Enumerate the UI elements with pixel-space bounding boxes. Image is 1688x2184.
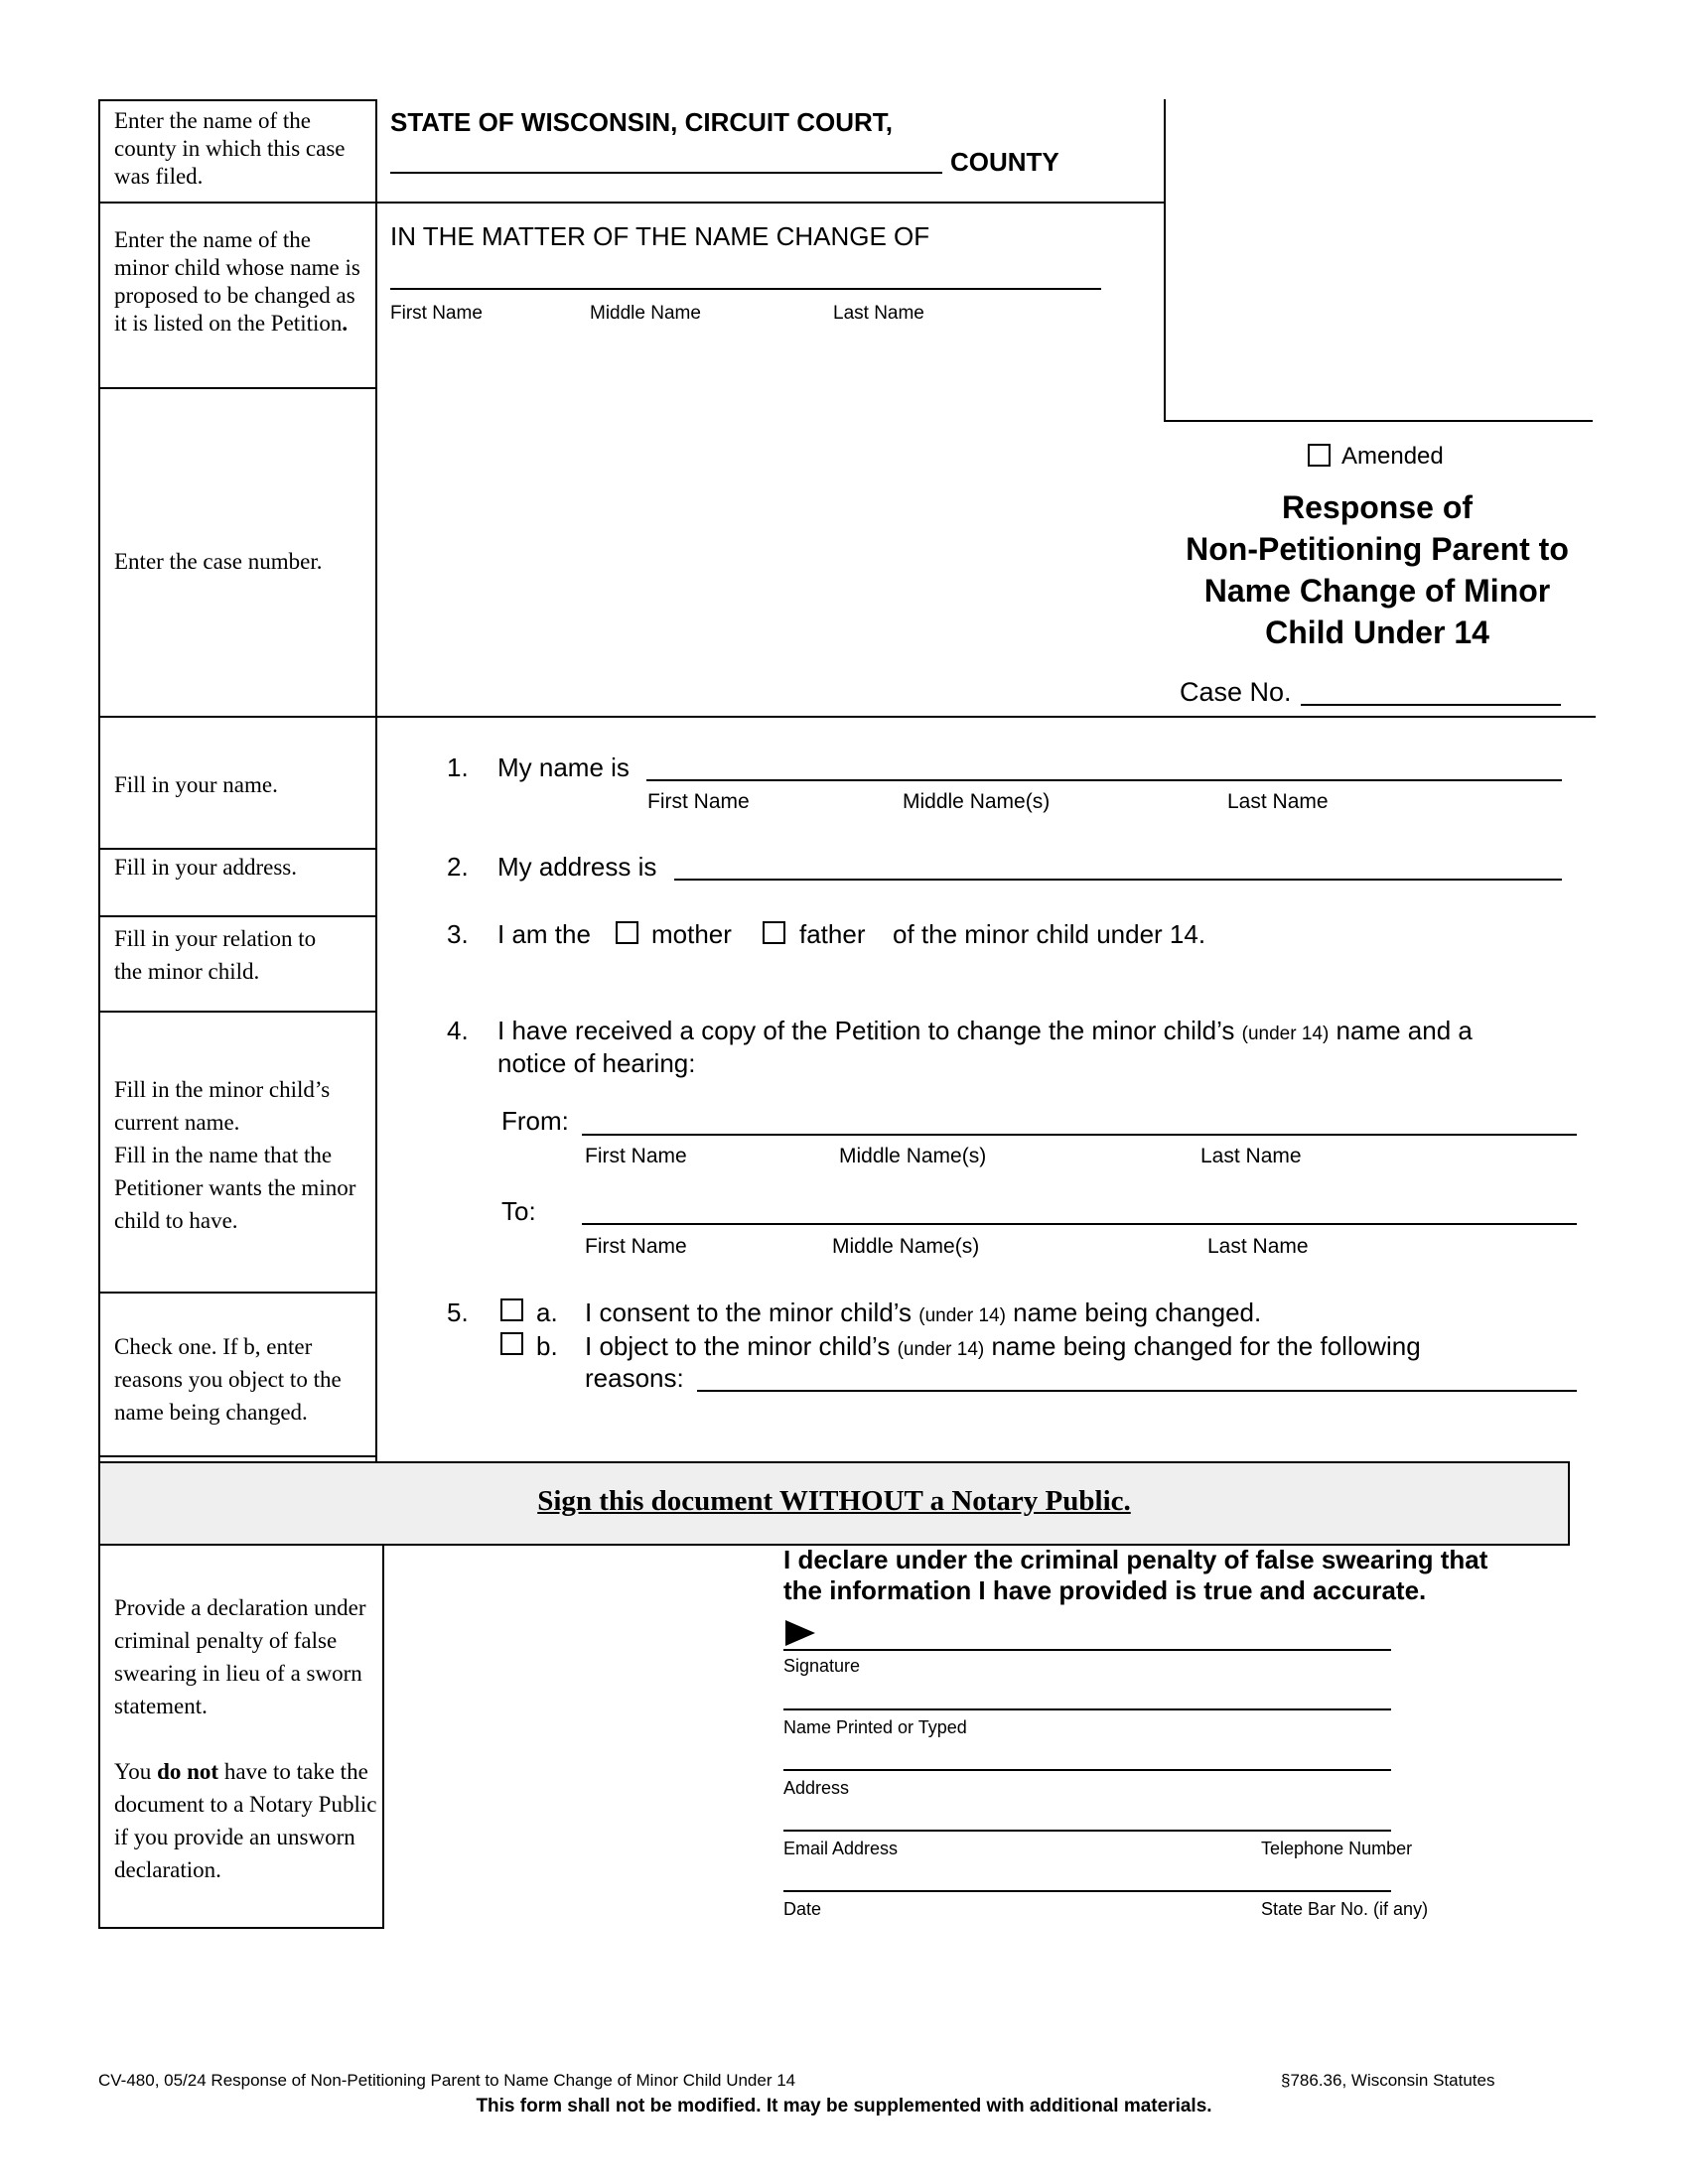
option-a-label: a. [536,1297,558,1327]
my-address-field[interactable] [674,879,1562,881]
middle-name-label: Middle Name(s) [903,790,1051,813]
sidebar-minor-name-text: Enter the name of the minor child whose name is proposed to be changed as it is listed on the Petition [114,227,360,336]
notary-note-text: have to take the document to a Notary Public if you provide an unsworn declaration. [114,1759,377,1882]
to-name-field[interactable] [582,1223,1577,1225]
notary-banner-text: Sign this document WITHOUT a Notary Public. [537,1485,1131,1517]
from-middle-name-label: Middle Name(s) [839,1145,987,1167]
rule [1164,420,1593,422]
county-label: COUNTY [950,147,1059,177]
from-last-name-label: Last Name [1200,1145,1302,1167]
rule [375,99,377,1462]
notary-note-emphasis: do not [157,1759,219,1784]
form-title-line: Name Change of Minor [1203,573,1551,609]
sidebar-notary-note [114,1755,377,1886]
rule [98,387,376,389]
declaration-heading-line: the information I have provided is true and accurate. [783,1575,1427,1605]
rule [98,915,376,917]
under14-note: (under 14) [918,1305,1006,1326]
item-number: 4. [447,1016,469,1045]
date-label: Date [783,1899,822,1919]
address-label: Address [783,1778,850,1798]
sidebar-relation: Fill in your relation to the minor child. [114,926,317,984]
rule [98,1011,376,1013]
relation-prefix: I am the [497,919,591,949]
item-number: 2. [447,852,469,882]
object-text [585,1331,1421,1362]
rule [98,99,100,1462]
signature-label: Signature [783,1656,861,1676]
declaration-heading-line: I declare under the criminal penalty of false swearing that [783,1545,1488,1574]
item-number: 1. [447,752,469,782]
signature-field[interactable] [783,1649,1391,1651]
rule [98,716,1596,718]
item-number: 3. [447,919,469,949]
item4-text: I have received a copy of the Petition to change the minor child’s [497,1016,1242,1045]
rule [98,202,1165,204]
father-checkbox[interactable] [763,921,785,944]
modification-notice: This form shall not be modified. It may be supplemented with additional materials. [476,2096,1212,2116]
sidebar-wanted-name: Fill in the name that the Petitioner wants the minor child to have. [114,1143,356,1233]
address-field[interactable] [783,1769,1391,1771]
mother-label: mother [651,919,732,949]
sidebar-case-number: Enter the case number. [114,549,323,574]
to-label: To: [501,1196,536,1226]
sidebar-your-address: Fill in your address. [114,855,297,880]
sidebar-current-name: Fill in the minor child’s current name. [114,1077,331,1135]
under14-note: (under 14) [1241,1024,1330,1044]
email-label: Email Address [783,1839,899,1858]
object-checkbox[interactable] [500,1332,523,1355]
item4-line2: notice of hearing: [497,1048,696,1078]
to-last-name-label: Last Name [1207,1235,1309,1258]
object-text-part: I object to the minor child’s [585,1331,898,1361]
rule [98,99,376,101]
notary-note-text: You [114,1759,158,1784]
sidebar-minor-name-period: . [342,311,349,336]
rule [1164,99,1166,421]
case-no-field[interactable] [1301,704,1561,706]
minor-first-name-label: First Name [390,303,483,324]
reasons-label: reasons: [585,1363,684,1393]
date-bar-field[interactable] [783,1890,1391,1892]
sidebar-county: Enter the name of the county in which this case was filed. [114,108,346,189]
statute-reference: §786.36, Wisconsin Statutes [1281,2071,1495,2090]
form-title [1164,486,1591,653]
item4-text: name and a [1329,1016,1473,1045]
amended-checkbox[interactable] [1308,444,1331,467]
relation-suffix: of the minor child under 14. [893,919,1206,949]
from-label: From: [501,1106,569,1136]
rule [98,1927,384,1929]
sign-here-arrow-icon [785,1620,815,1646]
court-heading: STATE OF WISCONSIN, CIRCUIT COURT, [390,107,894,137]
my-name-field[interactable] [646,779,1562,781]
first-name-label: First Name [647,790,750,813]
rule [98,1545,100,1929]
name-printed-field[interactable] [783,1708,1391,1710]
rule [98,1292,376,1294]
telephone-label: Telephone Number [1261,1839,1413,1858]
minor-middle-name-label: Middle Name [590,303,701,324]
consent-text-part: name being changed. [1005,1297,1262,1327]
declaration-heading [783,1545,1487,1606]
sidebar-your-name: Fill in your name. [114,772,278,797]
from-first-name-label: First Name [585,1145,687,1167]
sidebar-check-one: Check one. If b, enter reasons you object to the name being changed. [114,1334,342,1425]
to-first-name-label: First Name [585,1235,687,1258]
rule [98,1455,376,1457]
item-number: 5. [447,1297,469,1327]
father-label: father [799,919,866,949]
item4-line1 [497,1016,1473,1046]
rule [98,848,376,850]
form-id: CV-480, 05/24 Response of Non-Petitioning Parent to Name Change of Minor Child Under 14 [98,2071,796,2090]
consent-text-part: I consent to the minor child’s [585,1297,919,1327]
minor-name-field[interactable] [390,288,1101,290]
minor-last-name-label: Last Name [833,303,924,324]
sidebar-declaration: Provide a declaration under criminal penalty of false swearing in lieu of a sworn statement. [114,1595,366,1718]
option-b-label: b. [536,1331,558,1361]
email-telephone-field[interactable] [783,1830,1391,1832]
consent-checkbox[interactable] [500,1298,523,1321]
county-field[interactable] [390,172,942,174]
sidebar-minor-name [114,226,367,338]
under14-note: (under 14) [897,1339,985,1360]
last-name-label: Last Name [1227,790,1329,813]
state-bar-label: State Bar No. (if any) [1261,1899,1429,1919]
mother-checkbox[interactable] [616,921,638,944]
form-title-line: Child Under 14 [1265,614,1489,650]
to-middle-name-label: Middle Name(s) [832,1235,980,1258]
consent-text [585,1297,1261,1328]
reasons-field[interactable] [697,1390,1577,1392]
rule [382,1545,384,1929]
my-name-label: My name is [497,752,630,782]
amended-label: Amended [1341,443,1444,470]
case-no-label: Case No. [1180,677,1292,707]
my-address-label: My address is [497,852,657,882]
object-text-part: name being changed for the following [984,1331,1421,1361]
form-title-line: Response of [1281,489,1474,525]
notary-banner [98,1461,1570,1546]
matter-heading: IN THE MATTER OF THE NAME CHANGE OF [390,221,930,251]
from-name-field[interactable] [582,1134,1577,1136]
name-printed-label: Name Printed or Typed [783,1717,967,1737]
form-title-line: Non-Petitioning Parent to [1186,531,1569,567]
